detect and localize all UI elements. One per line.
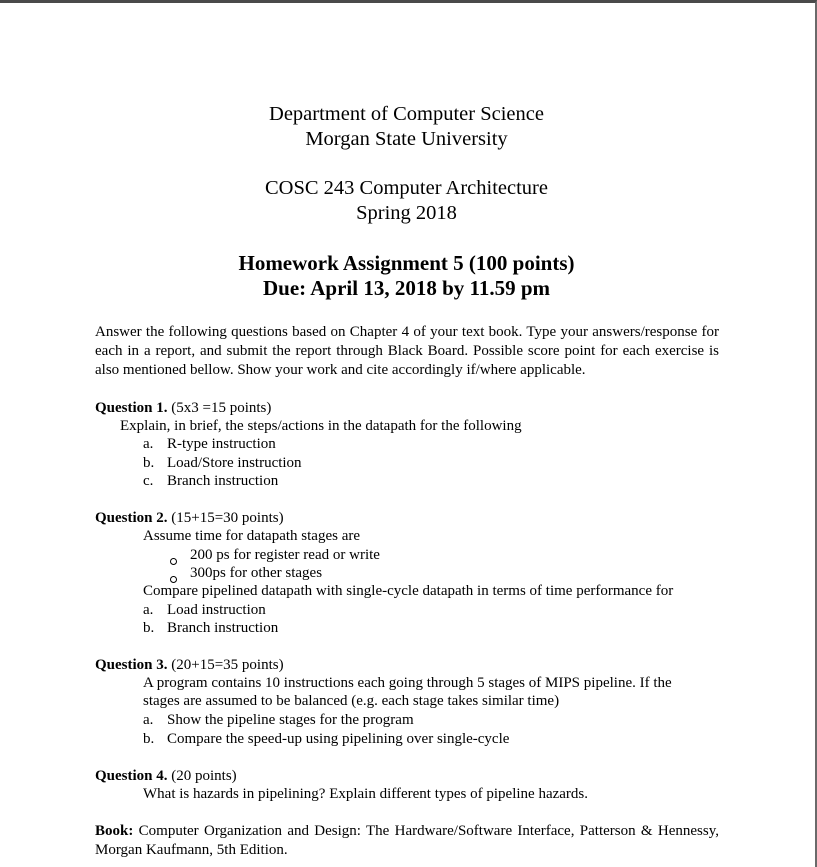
university-name: Morgan State University — [305, 128, 508, 150]
question-2-points: (15+15=30 points) — [171, 510, 284, 526]
assignment-title: Homework Assignment 5 (100 points) — [238, 251, 575, 275]
list-item: R-type instruction — [167, 436, 276, 452]
question-2-label: Question 2. — [95, 510, 168, 526]
list-marker: b. — [143, 731, 155, 747]
list-item: 300ps for other stages — [190, 565, 323, 581]
question-4-heading — [95, 767, 237, 786]
due-date: Due: April 13, 2018 by 11.59 pm — [262, 276, 551, 300]
question-2-prompt: Assume time for datapath stages are — [143, 528, 361, 544]
list-item: Show the pipeline stages for the program — [167, 712, 414, 728]
question-1-heading — [95, 399, 271, 418]
book-text: Computer Organization and Design: The Hardware/Software Interface, Patterson & Hennessy, Morgan Kaufmann, 5th Edition. — [95, 823, 720, 858]
book-label: Book: — [95, 823, 134, 839]
question-3-points: (20+15=35 points) — [171, 657, 284, 673]
list-item: Load/Store instruction — [167, 455, 302, 471]
question-1-prompt: Explain, in brief, the steps/actions in the datapath for the following — [120, 418, 522, 434]
question-4-label: Question 4. — [95, 768, 168, 784]
question-1-label: Question 1. — [95, 400, 168, 416]
question-3-label: Question 3. — [95, 657, 168, 673]
term: Spring 2018 — [356, 202, 457, 224]
list-item: Branch instruction — [167, 620, 279, 636]
list-item: 200 ps for register read or write — [190, 547, 380, 563]
course-title: COSC 243 Computer Architecture — [265, 177, 548, 199]
list-marker: b. — [143, 620, 155, 636]
question-4-points: (20 points) — [171, 768, 237, 784]
list-marker: a. — [143, 712, 154, 728]
instructions-paragraph: Answer the following questions based on Chapter 4 of your text book. Type your answers/response for each in a report, and submit the report through Black Board. Possible score point for each exercise is also mentioned bellow. Show your work and cite accordingly if/where applicable. — [95, 324, 719, 378]
question-3-heading — [95, 656, 284, 675]
question-1-points: (5x3 =15 points) — [171, 400, 272, 416]
question-3-prompt-line-2: stages are assumed to be balanced (e.g. each stage takes similar time) — [143, 693, 560, 709]
list-marker: a. — [143, 602, 154, 618]
list-item: Compare the speed-up using pipelining over single-cycle — [167, 731, 510, 747]
question-2-heading — [95, 509, 284, 528]
book-reference — [95, 822, 719, 860]
list-marker: b. — [143, 455, 155, 471]
list-marker: c. — [143, 473, 154, 489]
bullet-circle-icon — [170, 552, 177, 571]
question-2-prompt-2: Compare pipelined datapath with single-cycle datapath in terms of time performance for — [143, 583, 674, 599]
list-item: Branch instruction — [167, 473, 279, 489]
department-name: Department of Computer Science — [269, 103, 544, 125]
list-item: Load instruction — [167, 602, 266, 618]
question-3-prompt-line-1: A program contains 10 instructions each going through 5 stages of MIPS pipeline. If the — [143, 675, 672, 691]
question-4-prompt: What is hazards in pipelining? Explain different types of pipeline hazards. — [143, 786, 588, 802]
list-marker: a. — [143, 436, 154, 452]
